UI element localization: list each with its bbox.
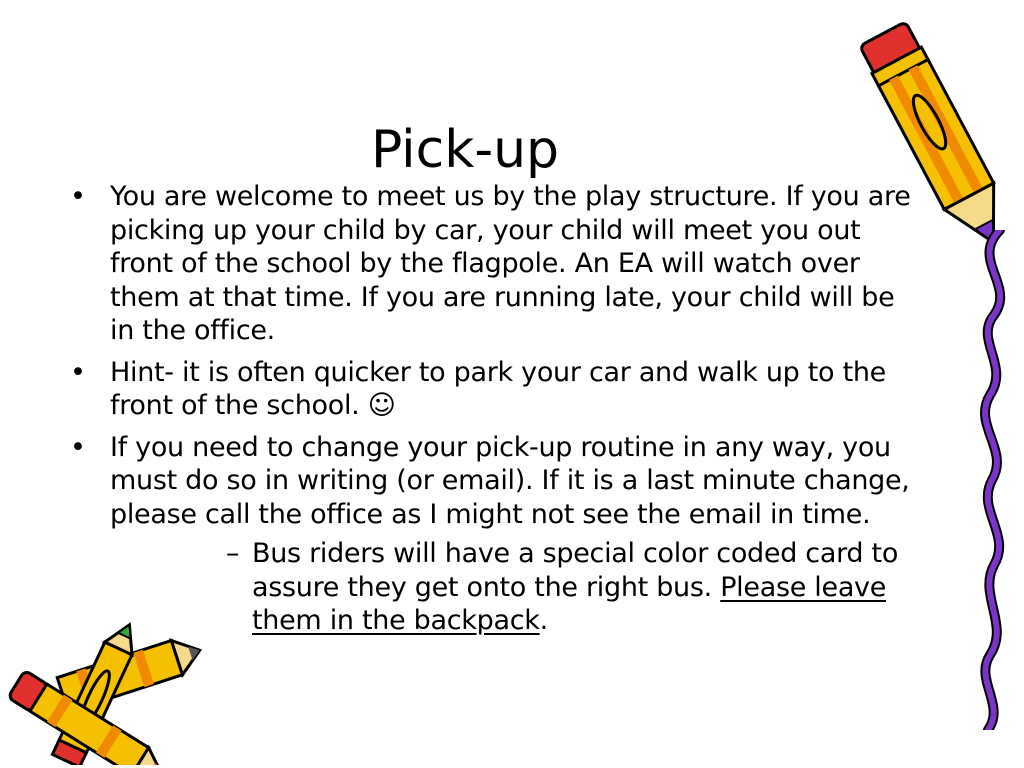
bullet-mark: • [70, 181, 86, 212]
bullet-mark: • [70, 356, 86, 388]
squiggle-icon [960, 230, 1024, 730]
sub-bullet-end: . [539, 605, 548, 636]
sub-bullet-mark: – [226, 538, 240, 569]
bullet-text: You are welcome to meet us by the play structure. If you are picking up your child by car, your child will meet you out front of the school by the flagpole. An EA will watch over them at that time. If you are running late, your child will be in the office. [110, 181, 911, 346]
crayons-icon [0, 615, 215, 765]
sub-bullet-text: Bus riders will have a special color coded card to assure they get onto the right bus. [252, 538, 899, 603]
underlined-instruction: Please leave them in the backpack [252, 571, 887, 636]
slide-title: Pick-up [370, 119, 560, 180]
sub-bullet-item [226, 537, 918, 638]
bullet-item-1 [68, 180, 918, 348]
slide-content [68, 180, 918, 638]
bullet-text: If you need to change your pick-up routine in any way, you must do so in writing (or email). If it is a last minute change, please call the office as I might not see the email in time. [110, 431, 910, 530]
bullet-mark: • [70, 431, 86, 463]
pencil-icon [850, 0, 1010, 250]
bullet-item-2 [68, 356, 918, 423]
bullet-text: Hint- it is often quicker to park your car and walk up to the front of the school. ☺ [110, 356, 886, 421]
bullet-item-3 [68, 431, 918, 532]
